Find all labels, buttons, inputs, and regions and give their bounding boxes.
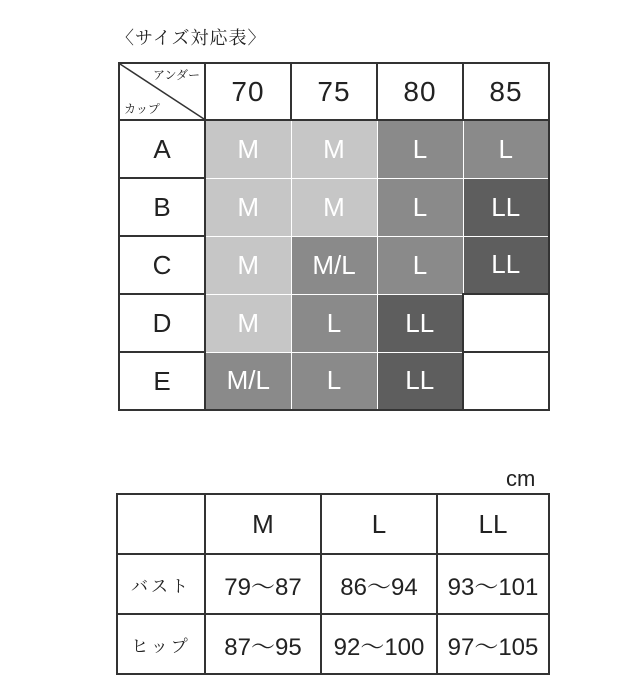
size-cell: LL (463, 178, 549, 236)
size-cell: M (205, 294, 291, 352)
measurement-value: 87〜95 (205, 614, 321, 674)
under-label: アンダー (152, 68, 200, 82)
under-size-header: 70 (205, 63, 291, 120)
size-chart-header-row (119, 63, 549, 120)
size-cell: L (291, 352, 377, 410)
measurement-row (117, 554, 549, 614)
measurement-value: 79〜87 (205, 554, 321, 614)
page-title: 〈サイズ対応表〉 (116, 28, 267, 49)
measurement-label: バスト (117, 554, 205, 614)
size-cell: M/L (205, 352, 291, 410)
cup-size-header: E (119, 352, 205, 410)
size-cell: M (205, 236, 291, 294)
size-cell: LL (377, 294, 463, 352)
size-chart-row (119, 120, 549, 178)
size-cell: M (205, 178, 291, 236)
size-chart-table (118, 62, 550, 411)
cup-size-header: D (119, 294, 205, 352)
measurement-table (116, 493, 550, 675)
size-cell: M (205, 120, 291, 178)
empty-cell (463, 352, 549, 410)
cup-size-header: B (119, 178, 205, 236)
size-cell: L (377, 178, 463, 236)
measurement-value: 93〜101 (437, 554, 549, 614)
cup-size-header: C (119, 236, 205, 294)
under-size-header: 85 (463, 63, 549, 120)
size-cell: M (291, 120, 377, 178)
size-header: L (321, 494, 437, 554)
measurement-value: 92〜100 (321, 614, 437, 674)
size-cell: L (291, 294, 377, 352)
corner-cell (119, 63, 205, 120)
measurement-value: 97〜105 (437, 614, 549, 674)
size-chart-row (119, 178, 549, 236)
size-cell: L (377, 120, 463, 178)
measurement-label: ヒップ (117, 614, 205, 674)
size-cell: LL (463, 236, 549, 294)
size-header: LL (437, 494, 549, 554)
measurement-value: 86〜94 (321, 554, 437, 614)
size-chart-row (119, 236, 549, 294)
under-size-header: 80 (377, 63, 463, 120)
size-header: M (205, 494, 321, 554)
unit-label: cm (506, 466, 536, 491)
size-cell: M/L (291, 236, 377, 294)
cup-label: カップ (124, 102, 160, 116)
cup-size-header: A (119, 120, 205, 178)
size-cell: LL (377, 352, 463, 410)
under-size-header: 75 (291, 63, 377, 120)
size-chart-row (119, 294, 549, 352)
measurement-row (117, 614, 549, 674)
size-cell: L (377, 236, 463, 294)
size-cell: M (291, 178, 377, 236)
size-chart-row (119, 352, 549, 410)
measurement-header-row (117, 494, 549, 554)
size-cell: L (463, 120, 549, 178)
blank-header-cell (117, 494, 205, 554)
empty-cell (463, 294, 549, 352)
